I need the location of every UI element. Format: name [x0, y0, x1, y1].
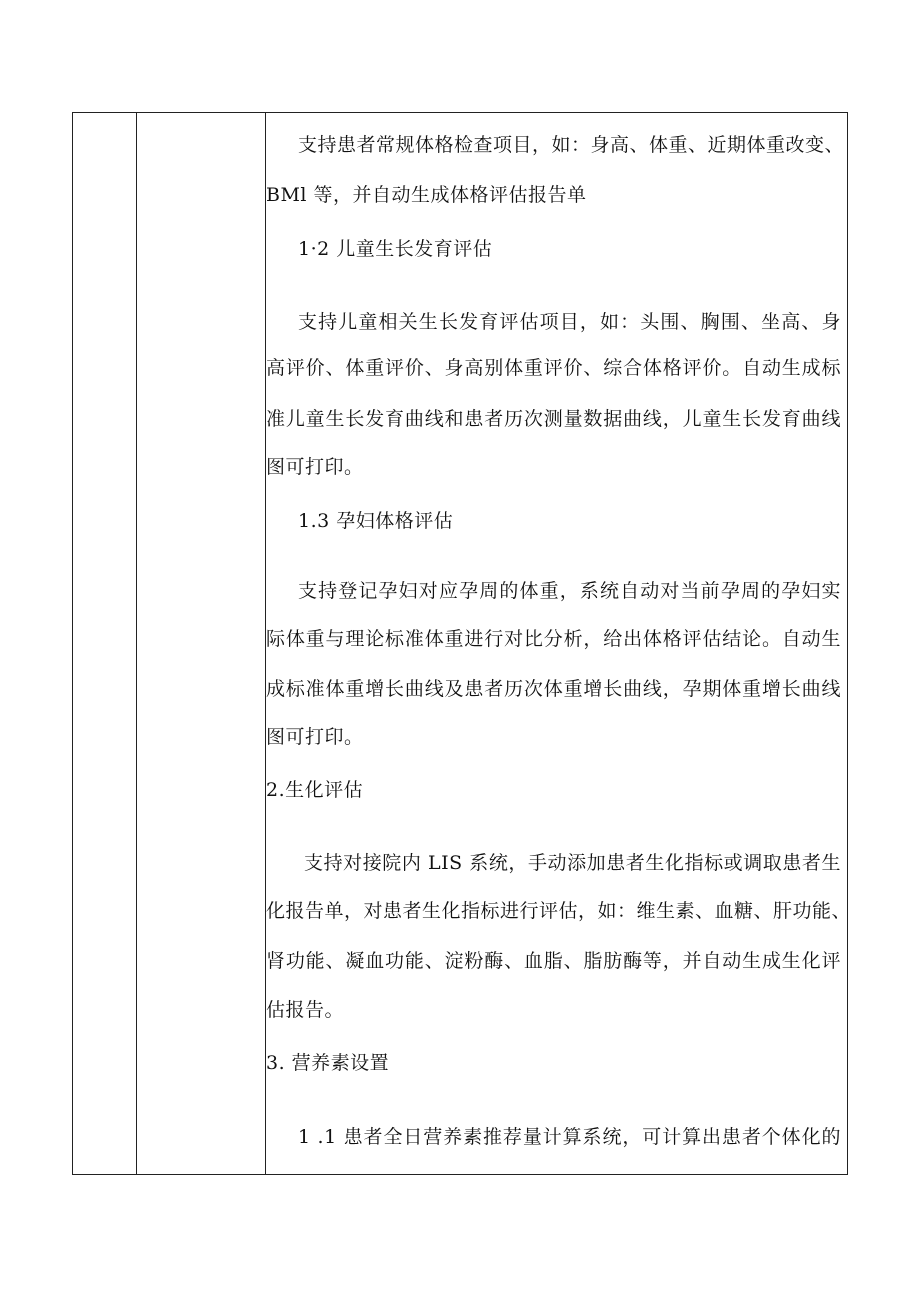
section-heading: 1.3 孕妇体格评估 [298, 510, 454, 532]
paragraph-line: 肾功能、凝血功能、淀粉酶、血脂、脂肪酶等，并自动生成生化评 [266, 950, 841, 972]
table-cell-empty-2 [137, 113, 266, 1175]
table-row [73, 113, 848, 1175]
section-heading: 2.生化评估 [266, 779, 364, 801]
paragraph-line: 支持患者常规体格检查项目，如：身高、体重、近期体重改变、 [298, 134, 845, 156]
paragraph-line: 支持登记孕妇对应孕周的体重，系统自动对当前孕周的孕妇实 [298, 580, 841, 602]
paragraph-line: 图可打印。 [266, 456, 364, 478]
paragraph-line: 高评价、体重评价、身高别体重评价、综合体格评价。自动生成标 [266, 357, 841, 379]
table-cell-content [266, 113, 852, 1175]
paragraph-line: 估报告。 [266, 999, 345, 1021]
paragraph-line: 1 .1 患者全日营养素推荐量计算系统，可计算出患者个体化的 [298, 1126, 841, 1148]
paragraph-line: 支持儿童相关生长发育评估项目，如：头围、胸围、坐高、身 [298, 311, 841, 333]
section-heading: 1·2 儿童生长发育评估 [298, 238, 493, 260]
paragraph-line: 支持对接院内 LIS 系统，手动添加患者生化指标或调取患者生 [304, 852, 841, 874]
table-cell-empty-1 [73, 113, 137, 1175]
paragraph-line: 成标准体重增长曲线及患者历次体重增长曲线，孕期体重增长曲线 [266, 678, 841, 700]
paragraph-line: BMl 等，并自动生成体格评估报告单 [266, 184, 587, 206]
section-heading: 3. 营养素设置 [266, 1052, 390, 1074]
paragraph-line: 际体重与理论标准体重进行对比分析，给出体格评估结论。自动生 [266, 628, 841, 650]
paragraph-line: 图可打印。 [266, 726, 364, 748]
paragraph-line: 准儿童生长发育曲线和患者历次测量数据曲线，儿童生长发育曲线 [266, 408, 841, 430]
paragraph-line: 化报告单，对患者生化指标进行评估，如：维生素、血糖、肝功能、 [266, 900, 852, 922]
document-table [72, 112, 852, 1175]
